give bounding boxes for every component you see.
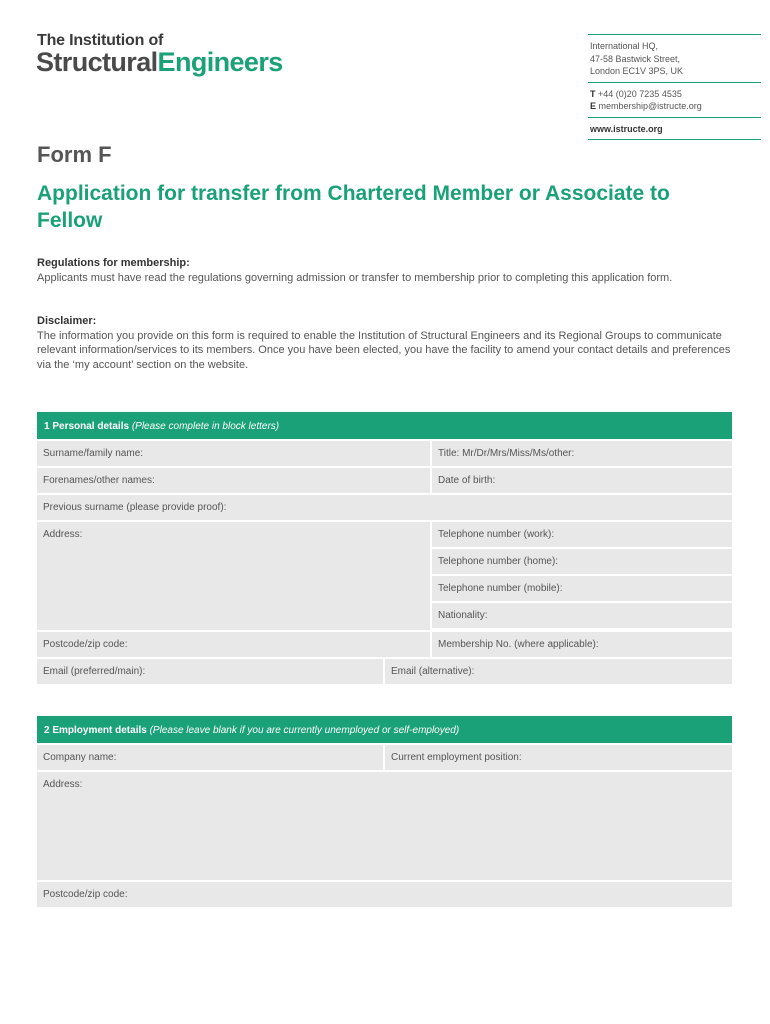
section-title: 2 Employment details: [44, 725, 147, 736]
postcode-field[interactable]: Postcode/zip code:: [37, 632, 430, 657]
address-line: International HQ,: [590, 41, 659, 51]
logo-line1: The Institution of: [37, 32, 164, 49]
email-label: E: [590, 101, 597, 111]
section-header: [37, 716, 732, 743]
address-line: London EC1V 3PS, UK: [590, 66, 684, 76]
logo: [36, 47, 283, 77]
surname-field[interactable]: Surname/family name:: [37, 441, 430, 466]
dob-field[interactable]: Date of birth:: [432, 468, 732, 493]
phone-column: [432, 522, 732, 630]
contact-block: [588, 34, 761, 140]
forenames-field[interactable]: Forenames/other names:: [37, 468, 430, 493]
phone-email-block: [588, 83, 761, 117]
address-block: [588, 35, 761, 82]
nationality-field[interactable]: Nationality:: [432, 603, 732, 628]
email-value[interactable]: membership@istructe.org: [598, 101, 702, 111]
tel-mobile-field[interactable]: Telephone number (mobile):: [432, 576, 732, 601]
email-alt-field[interactable]: Email (alternative):: [385, 659, 732, 684]
personal-details-section: [37, 412, 732, 684]
employment-address-field[interactable]: Address:: [37, 772, 732, 880]
company-name-field[interactable]: Company name:: [37, 745, 383, 770]
tel-label: T: [590, 88, 596, 99]
section-title: 1 Personal details: [44, 421, 130, 432]
employment-details-section: [37, 716, 732, 907]
logo-part1: Structural: [36, 47, 158, 77]
section-note: (Please complete in block letters): [131, 421, 280, 432]
logo-part2: Engineers: [157, 47, 283, 77]
regulations-heading: Regulations for membership:: [37, 257, 190, 269]
employment-postcode-field[interactable]: Postcode/zip code:: [37, 882, 732, 907]
address-line: 47-58 Bastwick Street,: [590, 53, 681, 64]
employment-position-field[interactable]: Current employment position:: [385, 745, 732, 770]
regulations-text: Applicants must have read the regulations governing admission or transfer to membership prior to completing this application form.: [37, 271, 673, 284]
form-title: Application for transfer from Chartered Member or Associate to Fellow: [37, 182, 670, 232]
regulations-paragraph: [37, 256, 737, 285]
email-main-field[interactable]: Email (preferred/main):: [37, 659, 383, 684]
tel-value: +44 (0)20 7235 4535: [598, 88, 682, 99]
disclaimer-text: The information you provide on this form is required to enable the Institution of Structural Engineers and its Regional Groups to communicate relevant information/services to its members. Once you have been elected, you have the facility to amend your contact details and preferences via the ‘my account’ section on the website.: [37, 329, 731, 371]
disclaimer-heading: Disclaimer:: [37, 315, 97, 327]
address-field[interactable]: Address:: [37, 522, 430, 630]
website-link[interactable]: www.istructe.org: [590, 123, 663, 134]
disclaimer-paragraph: [37, 314, 737, 372]
title-field[interactable]: Title: Mr/Dr/Mrs/Miss/Ms/other:: [432, 441, 732, 466]
membership-no-field[interactable]: Membership No. (where applicable):: [432, 632, 732, 657]
section-note: (Please leave blank if you are currently unemployed or self-employed): [149, 725, 460, 736]
section-header: [37, 412, 732, 439]
divider: [588, 139, 761, 140]
previous-surname-field[interactable]: Previous surname (please provide proof):: [37, 495, 732, 520]
form-label: Form F: [37, 142, 112, 167]
tel-home-field[interactable]: Telephone number (home):: [432, 549, 732, 574]
tel-work-field[interactable]: Telephone number (work):: [432, 522, 732, 547]
